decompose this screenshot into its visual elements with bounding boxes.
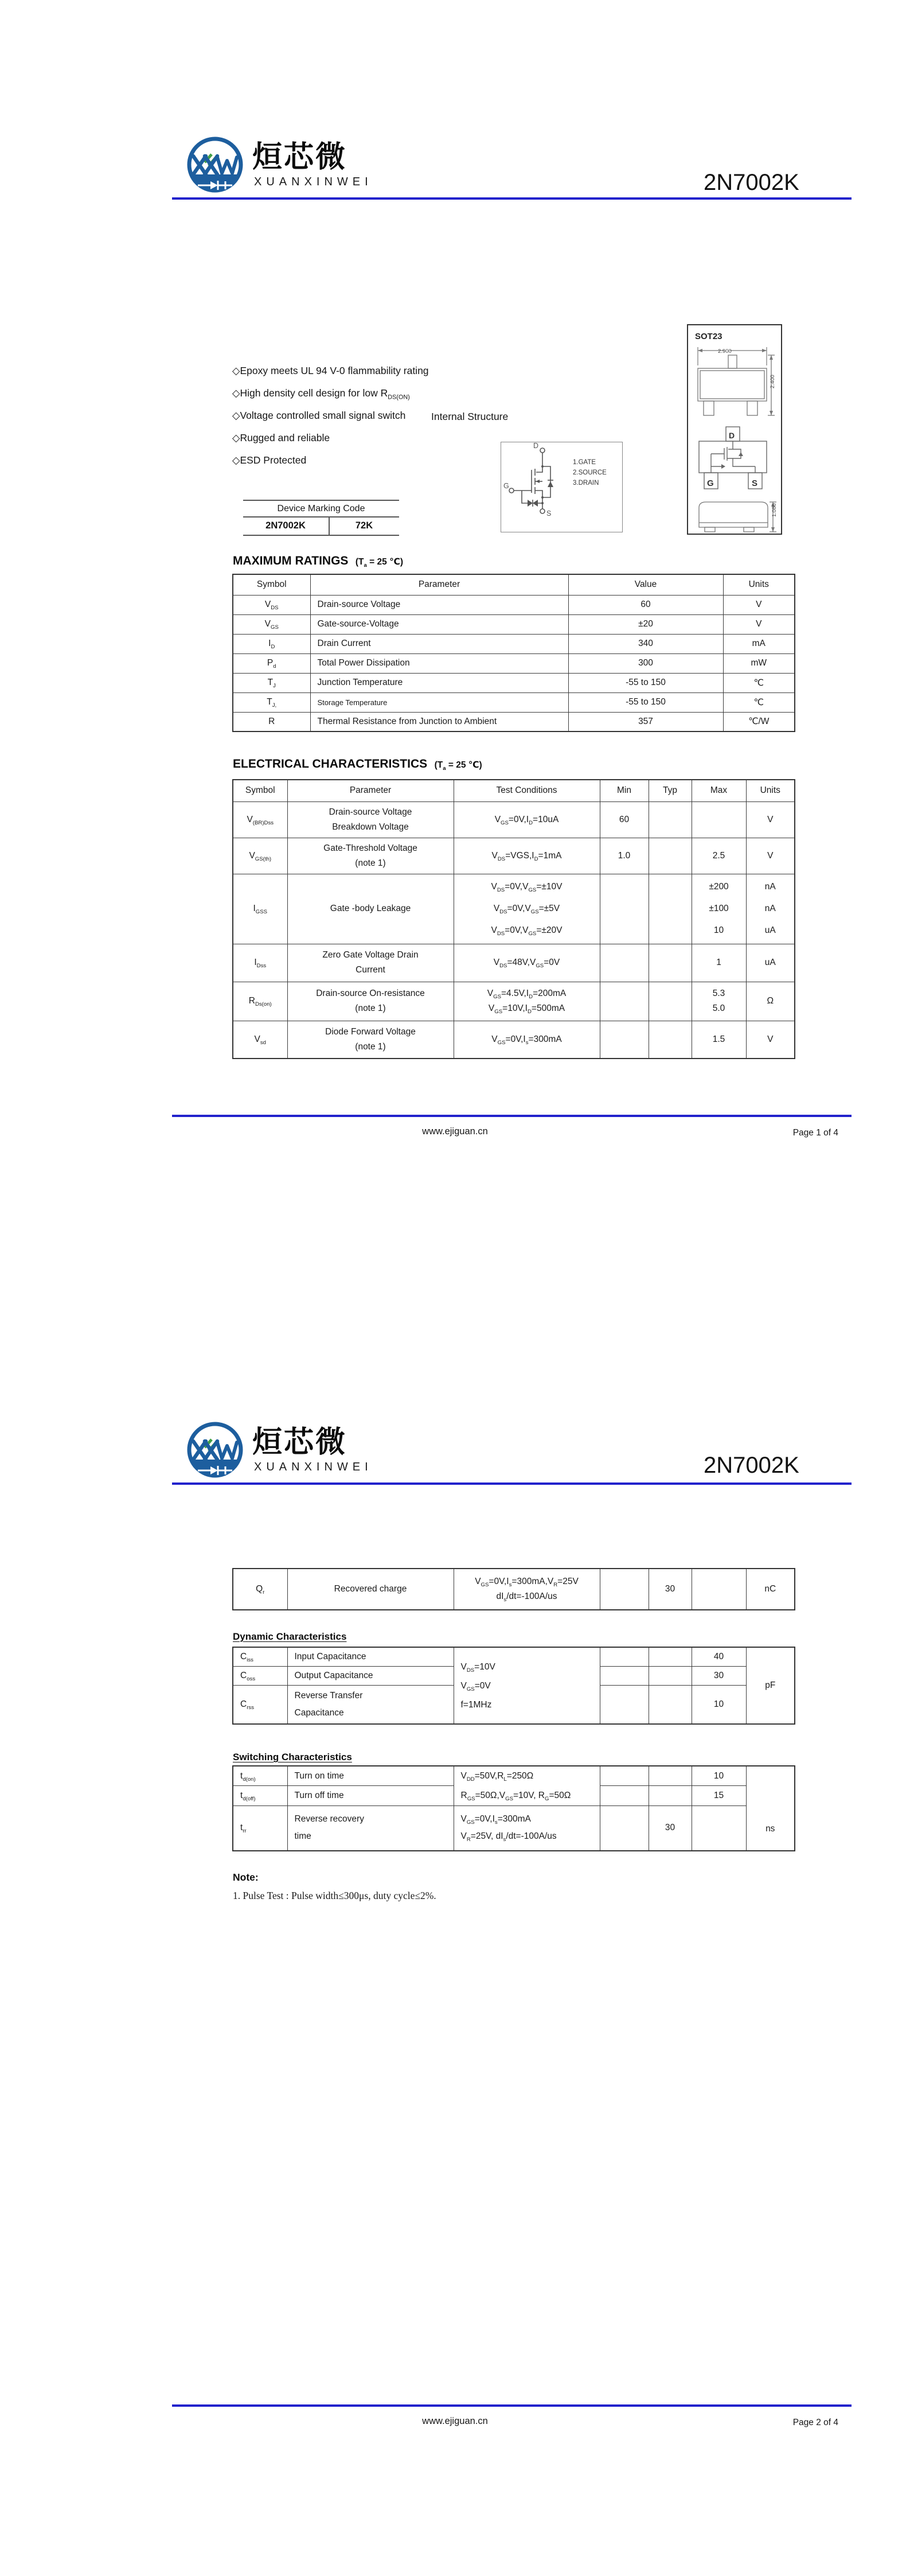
table-cell: Reverse recovery time bbox=[287, 1806, 454, 1851]
table-cell: Drain-source Voltage bbox=[310, 595, 568, 614]
marking-rule-bottom bbox=[243, 535, 399, 536]
table-cell: 60 bbox=[600, 801, 649, 838]
feature-item: ◇Epoxy meets UL 94 V-0 flammability rating bbox=[232, 365, 429, 376]
table-cell bbox=[649, 1666, 692, 1685]
table-cell bbox=[649, 1786, 692, 1806]
terminal-s-label: S bbox=[546, 509, 552, 517]
dim-thickness-label: 1.080 bbox=[771, 503, 778, 517]
table-cell: ns bbox=[746, 1766, 795, 1851]
marking-device: 2N7002K bbox=[265, 520, 306, 531]
company-logo-icon bbox=[182, 1421, 248, 1481]
table-cell: Units bbox=[723, 574, 795, 595]
table-cell: V bbox=[723, 614, 795, 634]
marking-rule-top bbox=[243, 500, 399, 501]
table-cell bbox=[600, 874, 649, 944]
table-cell: Drain Current bbox=[310, 634, 568, 653]
marking-title: Device Marking Code bbox=[277, 504, 365, 513]
table-cell bbox=[600, 1569, 649, 1610]
table-cell: $V_{GS}=0V,I_s=300mA$ $V_R=25V$, $dI_s/dt=-100A/us$ bbox=[454, 1806, 600, 1851]
header-rule bbox=[172, 197, 852, 200]
section-title: ELECTRICAL CHARACTERISTICS bbox=[233, 757, 428, 771]
terminal-d-label: D bbox=[533, 442, 539, 450]
table-cell: V bbox=[746, 1021, 795, 1059]
table-cell: 340 bbox=[568, 634, 723, 653]
table-cell: $V_{(BR)Dss}$ bbox=[233, 801, 287, 838]
table-cell bbox=[649, 1021, 692, 1059]
table-cell: V bbox=[723, 595, 795, 614]
table-cell: Drain-source On-resistance (note 1) bbox=[287, 982, 454, 1021]
brand-name-en: XUANXINWEI bbox=[254, 1461, 373, 1473]
table-cell bbox=[600, 982, 649, 1021]
table-cell: 30 bbox=[692, 1666, 746, 1685]
table-cell: Recovered charge bbox=[287, 1569, 454, 1610]
table-cell: 1.0 bbox=[600, 838, 649, 874]
table-cell: Output Capacitance bbox=[287, 1666, 454, 1685]
table-cell: nC bbox=[746, 1569, 795, 1610]
brand-name-cn: 烜芯微 bbox=[252, 1426, 347, 1459]
table-cell: $t_{d(on)}$ bbox=[233, 1766, 287, 1786]
table-cell: $V_{GS(th)}$ bbox=[233, 838, 287, 874]
table-cell: $t_{rr}$ bbox=[233, 1806, 287, 1851]
table-cell: $V_{DD}=50V,R_L=250\Omega$ $R_{GS}=50\Omega,V_{GS}=10V$, $R_G=50\Omega$ bbox=[454, 1766, 600, 1806]
table-cell: Drain-source Voltage Breakdown Voltage bbox=[287, 801, 454, 838]
table-cell: $V_{GS}=0V,I_s=300mA,V_R=25V$ $dI_s/dt=-100A/us$ bbox=[454, 1569, 600, 1610]
table-cell bbox=[692, 1806, 746, 1851]
note-title: Note: bbox=[233, 1871, 259, 1883]
electrical-table bbox=[232, 779, 795, 1059]
table-cell: $V_{DS}=48V,V_{GS}=0V$ bbox=[454, 944, 600, 982]
section-condition: ($T_a = 25$ ℃) bbox=[355, 557, 404, 569]
table-cell bbox=[649, 838, 692, 874]
table-cell: Min bbox=[600, 780, 649, 801]
table-cell: ℃/W bbox=[723, 712, 795, 731]
table-cell: V bbox=[746, 801, 795, 838]
table-cell bbox=[649, 874, 692, 944]
table-cell: $V_{GS}=0V,I_D=10uA$ bbox=[454, 801, 600, 838]
table-cell bbox=[649, 801, 692, 838]
table-cell: $C_{rss}$ bbox=[233, 1685, 287, 1724]
table-cell bbox=[600, 1786, 649, 1806]
recovered-charge-table bbox=[232, 1568, 795, 1610]
pin-legend-gate: 1.GATE bbox=[573, 459, 596, 466]
table-cell: ℃ bbox=[723, 692, 795, 712]
table-cell: Gate -body Leakage bbox=[287, 874, 454, 944]
table-cell: Storage Temperature bbox=[310, 692, 568, 712]
table-cell: $V_{GS}=4.5V,I_D=200mA$ $V_{GS}=10V,I_D=500mA$ bbox=[454, 982, 600, 1021]
table-cell: ℃ bbox=[723, 673, 795, 692]
table-cell: $V_{DS}$ bbox=[233, 595, 310, 614]
feature-item: ◇ESD Protected bbox=[232, 454, 307, 466]
table-cell: Gate-source-Voltage bbox=[310, 614, 568, 634]
table-cell: $V_{DS}=10V$ $V_{GS}=0V$ f=1MHz bbox=[454, 1647, 600, 1724]
marking-code: 72K bbox=[355, 520, 373, 531]
table-cell: Input Capacitance bbox=[287, 1647, 454, 1666]
table-cell: Ω bbox=[746, 982, 795, 1021]
table-cell: $P_d$ bbox=[233, 653, 310, 673]
internal-structure-title: Internal Structure bbox=[431, 411, 509, 422]
table-cell: 5.3 5.0 bbox=[692, 982, 746, 1021]
table-cell bbox=[600, 1766, 649, 1786]
footer-page-number: Page 2 of 4 bbox=[792, 2418, 838, 2427]
table-cell bbox=[649, 944, 692, 982]
table-cell: $Q_r$ bbox=[233, 1569, 287, 1610]
company-logo-icon bbox=[182, 135, 248, 196]
table-cell: Turn on time bbox=[287, 1766, 454, 1786]
table-cell: $V_{DS}=0V,V_{GS}=\pm 10V$ $V_{DS}=0V,V_{GS}=\pm 5V$ $V_{DS}=0V,V_{GS}=\pm 20V$ bbox=[454, 874, 600, 944]
sot23-outline-icon bbox=[688, 325, 781, 534]
pin-g-label: G bbox=[707, 478, 714, 488]
table-cell: $R_{Ds(on)}$ bbox=[233, 982, 287, 1021]
max-ratings-table bbox=[232, 574, 795, 732]
feature-item: ◇High density cell design for low $R_{DS(ON)}$ bbox=[232, 387, 410, 401]
table-cell: $I_D$ bbox=[233, 634, 310, 653]
footer-rule bbox=[172, 1115, 852, 1117]
table-cell: mA bbox=[723, 634, 795, 653]
table-cell: nA nA uA bbox=[746, 874, 795, 944]
table-cell: Reverse Transfer Capacitance bbox=[287, 1685, 454, 1724]
table-cell: Max bbox=[692, 780, 746, 801]
table-cell: $t_{d(off)}$ bbox=[233, 1786, 287, 1806]
table-cell: -55 to 150 bbox=[568, 673, 723, 692]
table-cell: Diode Forward Voltage (note 1) bbox=[287, 1021, 454, 1059]
table-cell: Symbol bbox=[233, 574, 310, 595]
footer-website: www.ejiguan.cn bbox=[422, 1126, 488, 1137]
table-cell: pF bbox=[746, 1647, 795, 1724]
header-rule bbox=[172, 1482, 852, 1485]
table-cell: Turn off time bbox=[287, 1786, 454, 1806]
table-cell: $V_{sd}$ bbox=[233, 1021, 287, 1059]
table-cell: 357 bbox=[568, 712, 723, 731]
table-cell bbox=[600, 1685, 649, 1724]
table-cell bbox=[649, 982, 692, 1021]
table-cell: uA bbox=[746, 944, 795, 982]
pin-s-label: S bbox=[752, 478, 758, 488]
data-table bbox=[232, 1647, 795, 1725]
data-table bbox=[232, 1568, 795, 1610]
terminal-g-label: G bbox=[503, 482, 509, 490]
mosfet-schematic-icon bbox=[501, 442, 622, 531]
table-cell: $C_{iss}$ bbox=[233, 1647, 287, 1666]
table-cell bbox=[649, 1766, 692, 1786]
table-cell: $I_{GSS}$ bbox=[233, 874, 287, 944]
part-number: 2N7002K bbox=[704, 1453, 799, 1478]
table-cell bbox=[600, 1647, 649, 1666]
section-condition: ($T_a = 25$ ℃) bbox=[434, 760, 482, 772]
table-cell: Total Power Dissipation bbox=[310, 653, 568, 673]
table-cell bbox=[649, 1647, 692, 1666]
table-cell: Thermal Resistance from Junction to Ambient bbox=[310, 712, 568, 731]
footer-rule bbox=[172, 2404, 852, 2407]
table-cell: 10 bbox=[692, 1685, 746, 1724]
table-cell bbox=[600, 1806, 649, 1851]
table-cell: 1 bbox=[692, 944, 746, 982]
table-cell bbox=[649, 1685, 692, 1724]
part-number: 2N7002K bbox=[704, 170, 799, 195]
table-cell: $V_{GS}=0V,I_s=300mA$ bbox=[454, 1021, 600, 1059]
table-cell: 1.5 bbox=[692, 1021, 746, 1059]
note-line: 1. Pulse Test : Pulse width≤300μs, duty cycle≤2%. bbox=[233, 1890, 436, 1901]
feature-item: ◇Voltage controlled small signal switch bbox=[232, 410, 406, 421]
table-cell bbox=[600, 1021, 649, 1059]
feature-list bbox=[232, 360, 429, 472]
table-cell: 60 bbox=[568, 595, 723, 614]
table-cell bbox=[692, 801, 746, 838]
table-cell: Parameter bbox=[287, 780, 454, 801]
table-cell: Test Conditions bbox=[454, 780, 600, 801]
table-cell: Gate-Threshold Voltage (note 1) bbox=[287, 838, 454, 874]
dim-height-label: 2.400 bbox=[770, 375, 776, 388]
table-cell: -55 to 150 bbox=[568, 692, 723, 712]
pin-d-label: D bbox=[729, 431, 735, 440]
table-cell: $C_{oss}$ bbox=[233, 1666, 287, 1685]
table-cell: Parameter bbox=[310, 574, 568, 595]
dynamic-characteristics-table bbox=[232, 1647, 795, 1725]
table-cell: 30 bbox=[649, 1569, 692, 1610]
table-cell: Junction Temperature bbox=[310, 673, 568, 692]
feature-item: ◇Rugged and reliable bbox=[232, 432, 330, 443]
dynamic-characteristics-heading: Dynamic Characteristics bbox=[233, 1631, 347, 1642]
table-cell: Symbol bbox=[233, 780, 287, 801]
table-cell: 40 bbox=[692, 1647, 746, 1666]
table-cell: R bbox=[233, 712, 310, 731]
table-cell: $I_{Dss}$ bbox=[233, 944, 287, 982]
switching-characteristics-heading: Switching Characteristics bbox=[233, 1752, 352, 1762]
table-cell bbox=[692, 1569, 746, 1610]
table-cell: ±20 bbox=[568, 614, 723, 634]
table-cell: Typ bbox=[649, 780, 692, 801]
footer-page-number: Page 1 of 4 bbox=[792, 1128, 838, 1138]
table-cell: Units bbox=[746, 780, 795, 801]
table-cell: 300 bbox=[568, 653, 723, 673]
footer-website: www.ejiguan.cn bbox=[422, 2416, 488, 2426]
data-table bbox=[232, 1765, 795, 1851]
table-cell: 15 bbox=[692, 1786, 746, 1806]
table-cell bbox=[600, 1666, 649, 1685]
package-drawing bbox=[687, 324, 782, 535]
table-cell: $T_{J,}$ bbox=[233, 692, 310, 712]
table-cell: Value bbox=[568, 574, 723, 595]
pin-legend-drain: 3.DRAIN bbox=[573, 480, 599, 487]
table-cell: 30 bbox=[649, 1806, 692, 1851]
switching-characteristics-table bbox=[232, 1765, 795, 1851]
section-title: MAXIMUM RATINGS bbox=[233, 554, 349, 567]
table-cell: $T_J$ bbox=[233, 673, 310, 692]
dim-width-label: 2.900 bbox=[718, 348, 732, 355]
table-cell: Zero Gate Voltage Drain Current bbox=[287, 944, 454, 982]
brand-name-en: XUANXINWEI bbox=[254, 176, 373, 188]
data-table bbox=[232, 574, 795, 732]
table-cell: $V_{GS}$ bbox=[233, 614, 310, 634]
pin-legend-source: 2.SOURCE bbox=[573, 469, 607, 476]
brand-name-cn: 烜芯微 bbox=[252, 141, 347, 174]
table-cell: $V_{DS}=VGS,I_D=1mA$ bbox=[454, 838, 600, 874]
electrical-heading bbox=[233, 757, 482, 771]
table-cell: 10 bbox=[692, 1766, 746, 1786]
marking-divider bbox=[329, 516, 330, 535]
table-cell: V bbox=[746, 838, 795, 874]
table-cell: 2.5 bbox=[692, 838, 746, 874]
table-cell: mW bbox=[723, 653, 795, 673]
table-cell: ±200 ±100 10 bbox=[692, 874, 746, 944]
data-table bbox=[232, 779, 795, 1059]
table-cell bbox=[600, 944, 649, 982]
package-name-label: SOT23 bbox=[695, 332, 722, 341]
internal-structure-diagram bbox=[501, 442, 623, 532]
max-ratings-heading bbox=[233, 554, 403, 568]
